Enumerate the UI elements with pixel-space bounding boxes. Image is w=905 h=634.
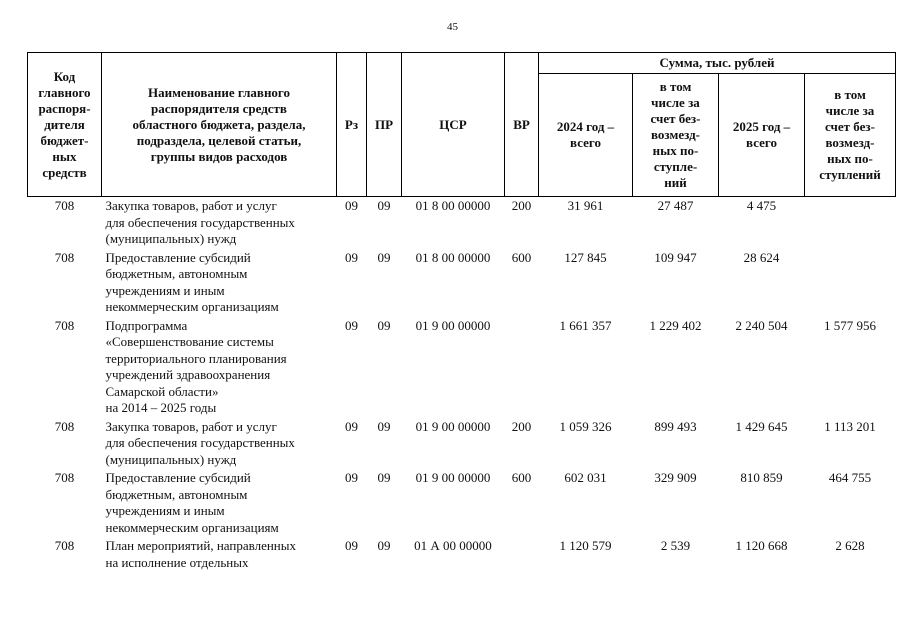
cell-rz: 09 (345, 538, 358, 553)
header-2025-free: в том числе за счет без- возмезд- ных по- ступлений (805, 74, 896, 197)
header-vr: ВР (505, 53, 539, 197)
cell-vr (505, 537, 539, 572)
cell-2025-total: 2 240 504 (735, 317, 788, 333)
table-row (28, 317, 896, 418)
header-rz: Рз (337, 53, 367, 197)
header-2024-free: в том числе за счет без- возмезд- ных по- ступле- ний (633, 74, 719, 197)
header-name: Наименование главного распорядителя средств областного бюджета, раздела, подраздела, целевой статьи, группы видов расходов (102, 53, 337, 197)
cell-2024-free: 27 487 (657, 198, 694, 213)
cell-code: 708 (54, 418, 75, 434)
cell-2025-free: 2 628 (835, 538, 865, 553)
cell-2025-total: 810 859 (740, 470, 783, 485)
cell-csr: 01 А 00 00000 (414, 538, 492, 553)
cell-rz: 09 (345, 249, 358, 265)
table-row (28, 469, 896, 537)
header-csr: ЦСР (402, 53, 505, 197)
cell-code: 708 (54, 249, 75, 265)
cell-vr: 600 (511, 470, 532, 485)
cell-2025-free (805, 249, 896, 317)
cell-csr: 01 8 00 00000 (415, 198, 491, 213)
cell-2024-total: 127 845 (564, 249, 607, 265)
cell-pr: 09 (377, 418, 391, 434)
header-2025-total: 2025 год – всего (719, 74, 805, 197)
cell-pr: 09 (377, 198, 391, 213)
cell-2024-total: 1 120 579 (559, 538, 612, 553)
table-row (28, 537, 896, 572)
cell-name: Подпрограмма «Совершенствование системы территориального планирования учреждений здравоохранения Самарской области» на 2014 – 2025 годы (105, 317, 287, 415)
cell-csr: 01 8 00 00000 (415, 249, 491, 265)
cell-vr: 600 (511, 249, 532, 265)
cell-pr: 09 (377, 317, 391, 333)
cell-2024-free: 109 947 (654, 249, 697, 265)
cell-2024-free: 1 229 402 (649, 317, 702, 333)
cell-2024-total: 1 059 326 (559, 418, 612, 434)
cell-rz: 09 (345, 317, 358, 333)
cell-vr (505, 317, 539, 418)
cell-code: 708 (54, 538, 75, 553)
cell-name: Предоставление субсидий бюджетным, автономным учреждениям и иным некоммерческим организациям (105, 470, 279, 535)
cell-2025-total: 1 120 668 (735, 538, 788, 553)
cell-2024-free: 329 909 (654, 470, 697, 485)
cell-2024-total: 31 961 (567, 198, 604, 213)
cell-2025-total: 1 429 645 (735, 418, 788, 434)
budget-table (27, 52, 896, 572)
cell-pr: 09 (377, 470, 391, 485)
cell-csr: 01 9 00 00000 (415, 317, 491, 333)
cell-2025-free (805, 197, 896, 249)
cell-2024-total: 602 031 (564, 470, 607, 485)
cell-2025-free: 1 113 201 (824, 418, 876, 434)
cell-csr: 01 9 00 00000 (415, 418, 491, 434)
cell-name: Предоставление субсидий бюджетным, автономным учреждениям и иным некоммерческим организациям (105, 249, 279, 314)
cell-2024-free: 899 493 (654, 418, 697, 434)
header-2024-total: 2024 год – всего (539, 74, 633, 197)
cell-pr: 09 (377, 249, 391, 265)
cell-name: Закупка товаров, работ и услуг для обеспечения государственных (муниципальных) нужд (105, 198, 295, 246)
table-row (28, 418, 896, 470)
table-header (28, 53, 896, 197)
cell-2025-total: 4 475 (746, 198, 777, 213)
header-code: Код главного распоря- дителя бюджет- ных средств (28, 53, 102, 197)
cell-vr: 200 (511, 418, 532, 434)
table-row (28, 249, 896, 317)
cell-code: 708 (54, 317, 75, 333)
cell-2025-total: 28 624 (743, 249, 780, 265)
cell-name: Закупка товаров, работ и услуг для обеспечения государственных (муниципальных) нужд (105, 418, 295, 467)
cell-vr: 200 (511, 198, 532, 213)
header-pr: ПР (367, 53, 402, 197)
cell-csr: 01 9 00 00000 (415, 470, 491, 485)
table-body (28, 197, 896, 573)
cell-rz: 09 (345, 470, 358, 485)
cell-2024-total: 1 661 357 (559, 317, 612, 333)
cell-name: План мероприятий, направленных на исполнение отдельных (105, 538, 296, 570)
cell-2025-free: 1 577 956 (824, 317, 876, 333)
cell-2025-free: 464 755 (828, 470, 872, 485)
cell-rz: 09 (345, 198, 358, 213)
cell-code: 708 (54, 198, 75, 213)
cell-code: 708 (54, 470, 75, 485)
table-row (28, 197, 896, 249)
header-sum: Сумма, тыс. рублей (539, 53, 896, 74)
cell-2024-free: 2 539 (660, 538, 691, 553)
page-number: 45 (447, 21, 458, 33)
cell-pr: 09 (377, 538, 391, 553)
cell-rz: 09 (345, 418, 358, 434)
